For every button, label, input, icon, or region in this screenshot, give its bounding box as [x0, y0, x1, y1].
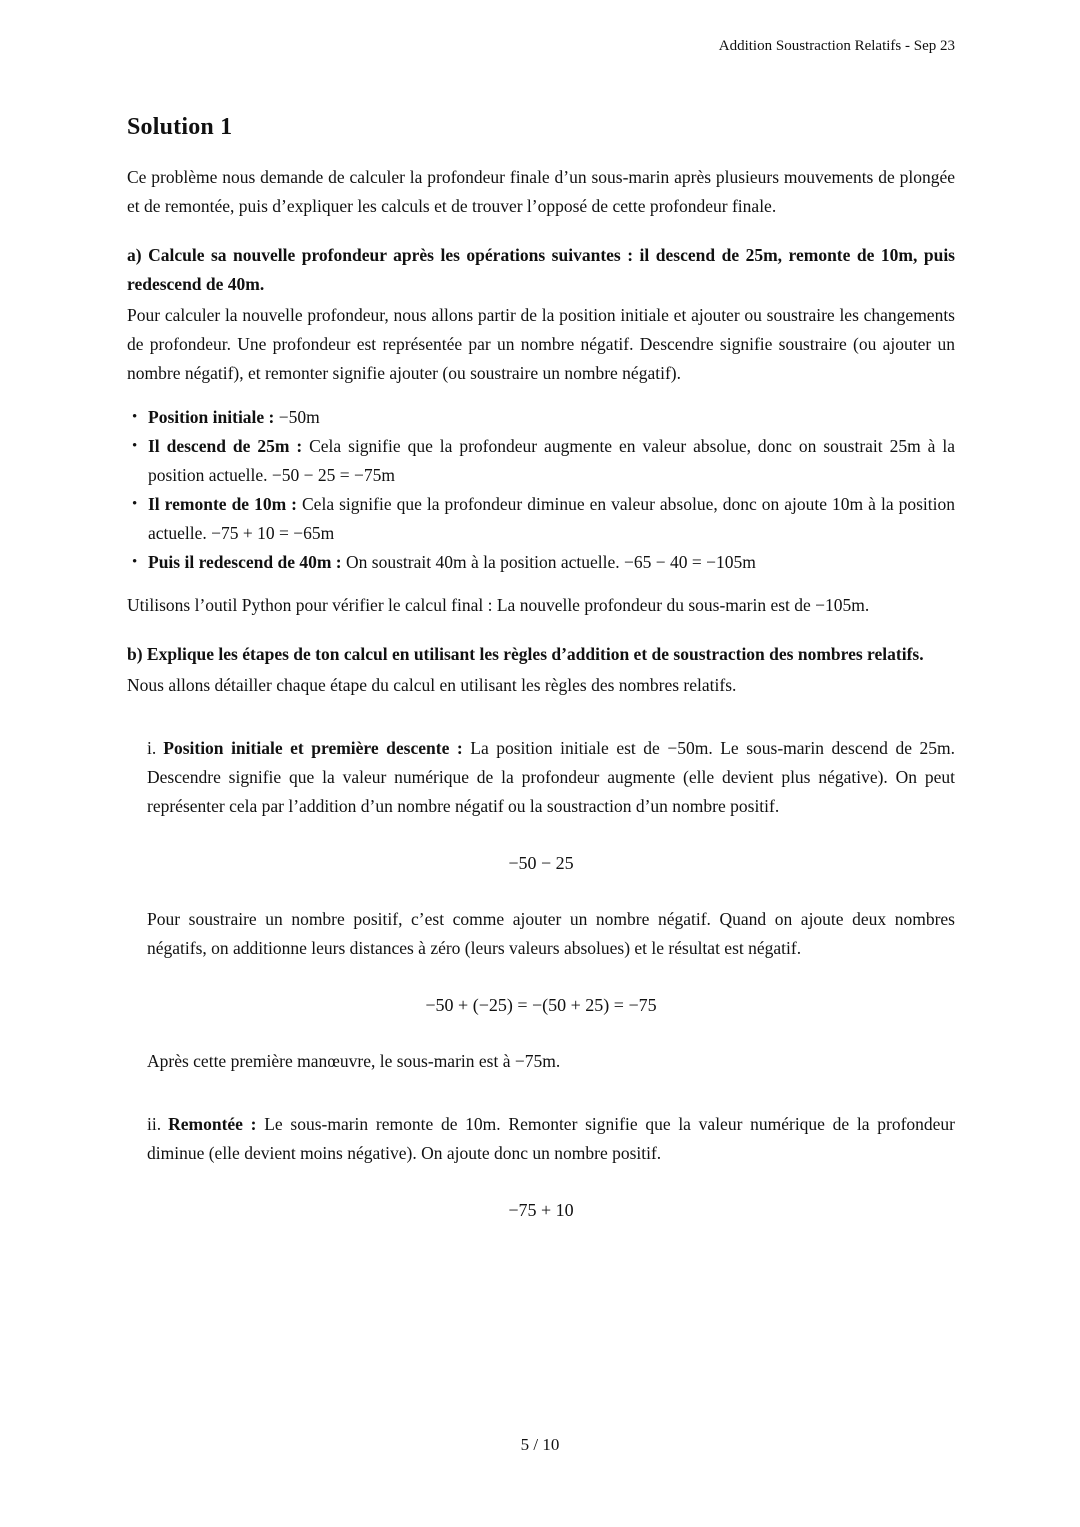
step-bold-label: Position initiale et première descente : — [163, 738, 463, 758]
bullet-marker-icon: • — [132, 554, 138, 570]
running-header: Addition Soustraction Relatifs - Sep 23 — [718, 38, 955, 54]
intro-paragraph: Ce problème nous demande de calculer la profondeur finale d’un sous-marin après plusieurs mouvements de plongée et de remontée, puis d’expliquer les calculs et de trouver l’opposé de cette profondeur finale. — [127, 167, 955, 216]
bullet-text: −50m — [274, 407, 320, 427]
bullet-bold-label: Puis il redescend de 40m : — [148, 552, 342, 572]
step-ii-paragraph — [147, 1110, 955, 1168]
part-a-conclusion: Utilisons l’outil Python pour vérifier le calcul final : La nouvelle profondeur du sous-marin est de −105m. — [127, 595, 870, 615]
bullet-text: Cela signifie que la profondeur diminue en valeur absolue, donc on ajoute 10m à la position actuelle. −75 + 10 = −65m — [148, 494, 955, 543]
page-number: 5 / 10 — [520, 1435, 560, 1454]
bullet-bold-label: Il descend de 25m : — [148, 436, 303, 456]
bullet-bold-label: Il remonte de 10m : — [148, 494, 297, 514]
part-a-heading: a) Calcule sa nouvelle profondeur après les opérations suivantes : il descend de 25m, remonte de 10m, puis redescend de 40m. — [127, 245, 955, 294]
bullet-marker-icon: • — [132, 409, 138, 425]
math-expression-3: −75 + 10 — [508, 1200, 574, 1220]
step-number: i. — [147, 738, 157, 758]
math-expression-1: −50 − 25 — [508, 853, 574, 873]
step-text: Le sous-marin remonte de 10m. Remonter signifie que la valeur numérique de la profondeur diminue (elle devient moins négative). On ajoute donc un nombre positif. — [147, 1114, 956, 1163]
bullet-bold-label: Position initiale : — [148, 407, 275, 427]
step-i-result: Après cette première manœuvre, le sous-marin est à −75m. — [147, 1051, 561, 1071]
step-i-explanation: Pour soustraire un nombre positif, c’est comme ajouter un nombre négatif. Quand on ajoute deux nombres négatifs, on additionne leurs distances à zéro (leurs valeurs absolues) et le résultat est négatif. — [147, 909, 955, 958]
part-a-paragraph: Pour calculer la nouvelle profondeur, nous allons partir de la position initiale et ajouter ou soustraire les changements de profondeur. Une profondeur est représentée par un nombre négatif. Descendre signifie soustraire (ou ajouter un nombre négatif), et remonter signifie ajouter (ou soustraire un nombre négatif). — [127, 305, 955, 383]
part-b-paragraph: Nous allons détailler chaque étape du calcul en utilisant les règles des nombres relatifs. — [127, 675, 737, 695]
step-ii — [147, 1110, 955, 1222]
list-item — [127, 548, 955, 577]
solution-title: Solution 1 — [127, 114, 233, 140]
bullet-marker-icon: • — [132, 438, 138, 454]
part-b-heading: b) Explique les étapes de ton calcul en utilisant les règles d’addition et de soustraction des nombres relatifs. — [127, 644, 924, 664]
step-i — [147, 734, 955, 1076]
list-item — [127, 490, 955, 548]
bullet-marker-icon: • — [132, 496, 138, 512]
list-item — [127, 403, 955, 432]
bullet-list — [127, 403, 955, 577]
step-number: ii. — [147, 1114, 162, 1134]
step-text: La position initiale est de −50m. Le sous-marin descend de 25m. Descendre signifie que la valeur numérique de la profondeur augmente (elle devient plus négative). On peut représenter cela par l’addition d’un nombre négatif ou la soustraction d’un nombre positif. — [147, 738, 955, 816]
math-expression-2: −50 + (−25) = −(50 + 25) = −75 — [425, 995, 657, 1015]
step-i-paragraph — [147, 734, 955, 821]
list-item — [127, 432, 955, 490]
bullet-text: On soustrait 40m à la position actuelle. −65 − 40 = −105m — [341, 552, 756, 572]
step-bold-label: Remontée : — [168, 1114, 257, 1134]
bullet-text: Cela signifie que la profondeur augmente en valeur absolue, donc on soustrait 25m à la position actuelle. −50 − 25 = −75m — [148, 436, 955, 485]
